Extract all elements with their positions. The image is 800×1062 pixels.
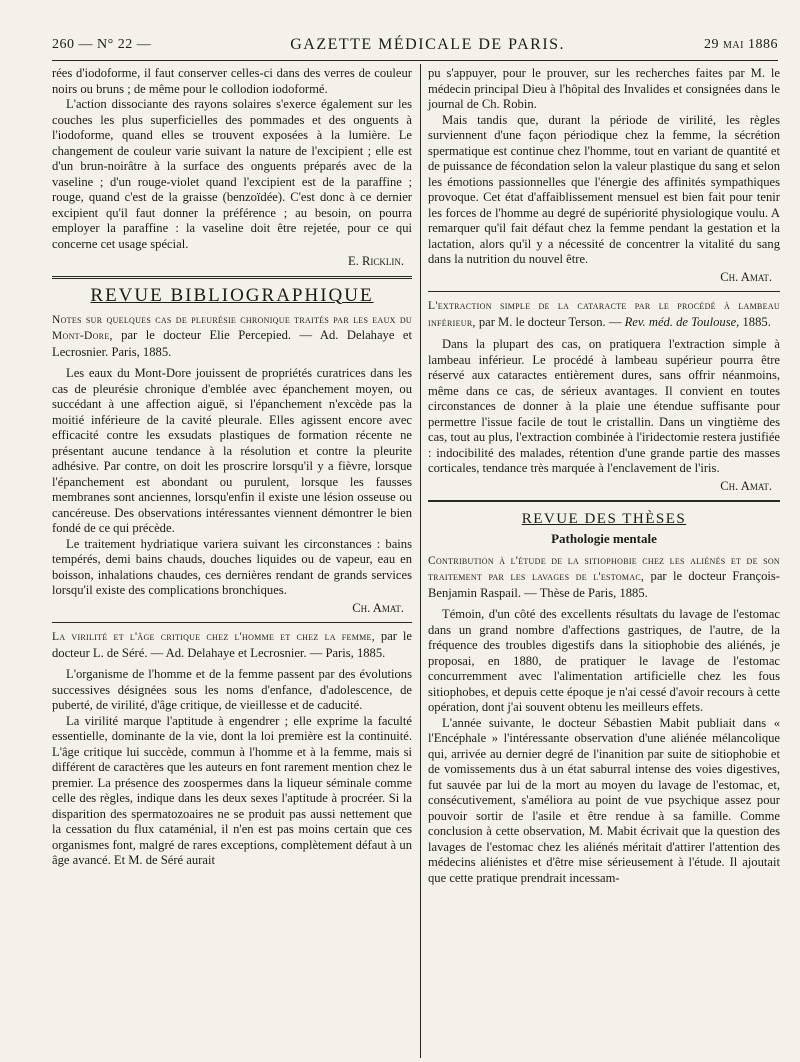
article-divider <box>52 622 412 623</box>
section-subtitle: Pathologie mentale <box>551 531 657 546</box>
article-citation: par M. le docteur Terson. — <box>478 314 622 329</box>
author-signature: Ch. Amat. <box>352 600 404 615</box>
article-title: Contribution à l'étude de la sitiophobie chez les aliénés et de son traitement par les lavages de l'estomac, <box>428 554 780 583</box>
paragraph: Le traitement hydriatique variera suivant les circonstances : bains tempérés, demi bains chauds, douches liquides ou de vapeur, eau en boisson, inhalations chaudes, ces dernières rendant de grands services lorsqu'il existe des complications bronchiques. <box>52 536 412 597</box>
author-signature: Ch. Amat. <box>720 478 772 493</box>
paragraph: Dans la plupart des cas, on pratiquera l'extraction simple à lambeau inférieur. Le procédé à lambeau supérieur pourra être réservé aux cataractes entièrement dures, sans offrir néanmoins, même dans ce cas, de sérieux avantages. Il convient en toutes circonstances de donner à la plaie une étendue suffisante pour permettre l'issue facile de tout le cristallin. Dans un vingtième des cas, tout au plus, l'extraction combinée à l'iridectomie restera justifiée : indocibilité des malades, rétention d'une grande partie des masses corticales, tendance très marquée à l'enclavement de l'iris. <box>428 337 780 475</box>
right-column <box>428 66 780 886</box>
paragraph: Les eaux du Mont-Dore jouissent de propriétés curatrices dans les cas de pleurésie chronique d'emblée avec épanchement moyen, ou succédant à une affection aiguë, si l'épanchement n'excède pas la moitié inférieure de la cavité pleurale. Elles agissent encore avec efficacité contre les exsudats plastiques de formation récente ne présentant aucune tendance à la résolution et contre la pleurite adhésive. Par contre, on doit les proscrire lorsqu'il y a fièvre, lorsque l'épanchement est abondant ou purulent, lorsque les fausses membranes sont anciennes, lorsqu'enfin il existe une lésion osseuse ou cancéreuse. Des observations intéressantes viennent démontrer le bien fondé de ce qui précède. <box>52 366 412 535</box>
journal-title: GAZETTE MÉDICALE DE PARIS. <box>290 36 566 53</box>
page-issue-number: 260 — N° 22 — <box>52 37 152 52</box>
article-heading <box>52 312 412 361</box>
paragraph: rées d'iodoforme, il faut conserver celles-ci dans des verres de couleur noirs ou bruns ; de même pour le collodion iodoformé. <box>52 66 412 96</box>
paragraph: La virilité marque l'aptitude à engendrer ; elle exprime la faculté essentielle, dominante de la vie, dont la loi première est la continuité. L'âge critique lui succède, commun à l'homme et à la femme, mais si différent de caractères que les auteurs en font rarement mention chez le premier. La présence des zoospermes dans la liqueur séminale comme celle des règles, indique dans les deux sexes l'aptitude à procréer. Si la disparition des spermatozoaires ne se produit pas aussi nettement que la cessation du flux cataménial, il n'en est pas moins certain que ces organismes font, malgré de rares exceptions, complètement défaut à un âge avancé. Et M. de Séré aurait <box>52 713 412 867</box>
article-citation: par le docteur François-Benjamin Raspail. — Thèse de Paris, 1885. <box>428 569 780 600</box>
paragraph: L'organisme de l'homme et de la femme passent par des évolutions successives désignées sous les noms d'enfance, d'adolescence, de puberté, de virilité, d'âge critique, de vieillesse et de caducité. <box>52 667 412 712</box>
paragraph: Mais tandis que, durant la période de virilité, les règles surviennent d'une façon périodique chez la femme, la sécrétion spermatique est continue chez l'homme, tout en variant de quantité et de puissance de fécondation selon la valeur plastique du sang et selon les émotions passionnelles que l'énergie des affinités sympathiques provoque. Cet état d'affaiblissement mensuel est bien fait pour tenir les forces de l'homme au degré de supériorité physiologique voulu. A remarquer qu'il fait défaut chez la femme pendant la gestation et la lactation, alors qu'il y a nécessité de concentrer la vitalité du sang dans la nutrition du nouvel être. <box>428 112 780 266</box>
paragraph: L'action dissociante des rayons solaires s'exerce également sur les couches les plus superficielles des pommades et des onguents à l'iodoforme, quand elles se trouvent exposées à la lumière. Le changement de couleur varie suivant la nature de l'excipient ; elle est d'un brun-noirâtre à la surface des onguents préparés avec de la vaseline ; d'un rouge-violet quand l'excipient est de la paraffine ; rouge, quand c'est de la graisse (benzoïdée). C'est donc à ce dernier excipient qu'il faut donner la préférence ; au besoin, on pourra employer la paraffine : la vaseline doit être rejetée, pour ce qui concerne cet usage spécial. <box>52 97 412 251</box>
author-signature: Ch. Amat. <box>720 269 772 284</box>
paragraph: Témoin, d'un côté des excellents résultats du lavage de l'estomac dans un grand nombre d'affections gastriques, de l'autre, de la fréquence des troubles digestifs dans la sitiophobie des aliénés, je proposai, en 1880, de pratiquer le lavage de l'estomac concurremment avec l'alimentation artificielle chez les fous sitiophobes, et depuis cette époque je n'ai cessé d'avoir recours à cette opération, dont j'ai souvent obtenu les meilleurs effets. <box>428 607 780 714</box>
article-citation: par le docteur Elie Percepied. — Ad. Delahaye et Lecrosnier. Paris, 1885. <box>52 328 412 359</box>
article-divider <box>428 291 780 292</box>
left-column <box>52 66 412 869</box>
section-title-revue-bibliographique: REVUE BIBLIOGRAPHIQUE <box>90 284 374 306</box>
article-heading <box>428 298 780 331</box>
page-header <box>52 30 778 60</box>
header-rule <box>52 60 778 61</box>
article-title: La virilité et l'âge critique chez l'homme et chez la femme, <box>52 631 375 643</box>
article-year: 1885. <box>742 314 771 329</box>
author-signature: E. Ricklin. <box>347 254 404 268</box>
column-divider <box>420 64 421 1058</box>
section-divider <box>52 276 412 279</box>
section-divider <box>428 500 780 502</box>
article-title: Notes sur quelques cas de pleurésie chronique traités par les eaux du Mont-Dore, <box>52 313 412 342</box>
article-title: L'extraction simple de la cataracte par le procédé à lambeau inférieur, <box>428 300 780 329</box>
article-source: Rev. méd. de Toulouse, <box>624 314 740 329</box>
article-heading <box>52 629 412 661</box>
section-title-revue-des-theses: REVUE DES THÈSES <box>521 511 687 527</box>
paragraph: L'année suivante, le docteur Sébastien Mabit publiait dans « l'Encéphale » l'intéressante observation d'une aliénée mélancolique qui, arrivée au dernier degré de l'inanition par suite de sitiophobie et de vomissements dus à un état saburral intense des voies digestives, fut sauvée par lui de la mort au moyen du lavage de l'estomac, et, consécutivement, s'améliora au point de vue psychique assez pour pouvoir sortir de l'asile et être rendue à sa famille. Comme conclusion à cette observation, M. Mabit écrivait que la question des lavages de l'estomac chez les aliénés méritait d'attirer l'attention des médecins aliénistes et d'être mise sérieusement à l'étude. Il ajoutait que cette pratique prendrait incessam- <box>428 715 780 885</box>
paragraph: pu s'appuyer, pour le prouver, sur les recherches faites par M. le médecin principal Dieu à l'hôpital des Invalides et consignées dans le journal de Ch. Robin. <box>428 66 780 111</box>
issue-date: 29 mai 1886 <box>704 37 778 52</box>
article-citation: par le docteur L. de Séré. — Ad. Delahaye et Lecrosnier. — Paris, 1885. <box>52 629 413 660</box>
article-heading <box>428 553 780 602</box>
